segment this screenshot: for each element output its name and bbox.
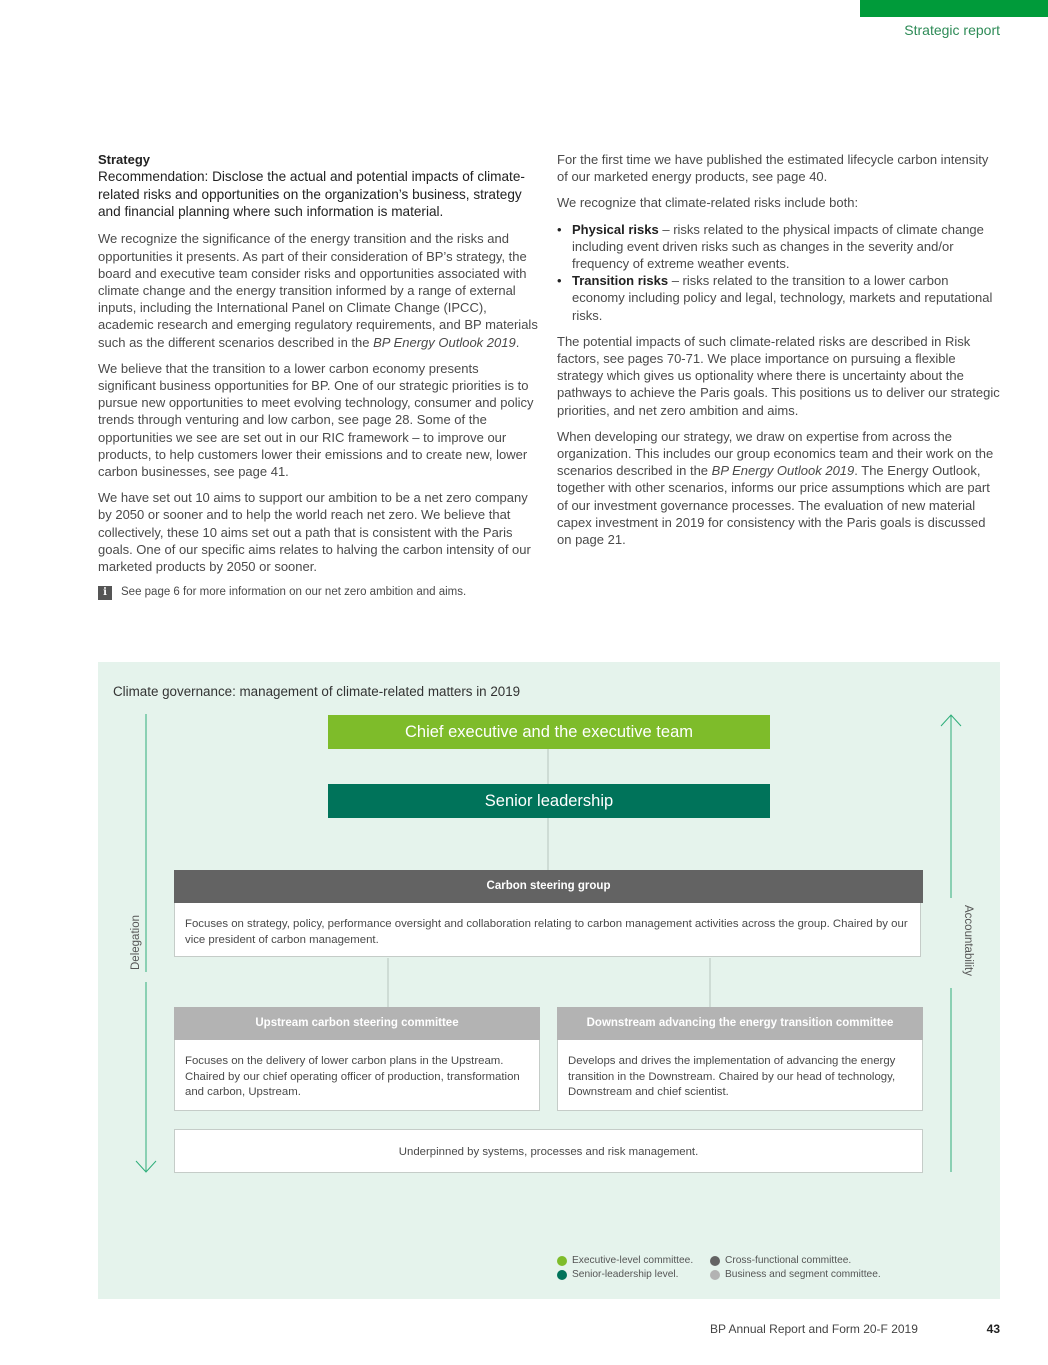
carbon-steering-group-body: Focuses on strategy, policy, performance oversight and collaboration relating to carbon management activities across the group. Chaired by our vice president of carbon management. — [174, 903, 921, 957]
info-note — [98, 584, 538, 601]
section-label: Strategic report — [904, 22, 1000, 38]
diagram-title: Climate governance: management of climate-related matters in 2019 — [113, 684, 521, 699]
senior-leadership-box: Senior leadership — [328, 784, 770, 818]
paragraph-aims: We have set out 10 aims to support our ambition to be a net zero company by 2050 or sooner and to help the world reach net zero. We believe that collectively, these 10 aims set out a path that is consistent with the Paris goals. One of our specific aims relates to halving the carbon intensity of our marketed products by 2050 or sooner. — [98, 490, 531, 575]
legend-business-segment: Business and segment committee. — [710, 1269, 881, 1280]
executive-team-box: Chief executive and the executive team — [328, 715, 770, 749]
page-number: 43 — [986, 1322, 1000, 1336]
risk-bullet-list — [557, 221, 1002, 324]
info-icon: i — [98, 586, 112, 600]
paragraph-lifecycle-carbon: For the first time we have published the estimated lifecycle carbon intensity of our marketed energy products, see page 40. — [557, 152, 989, 185]
delegation-label: Delegation — [130, 915, 142, 970]
legend-dot-icon — [557, 1256, 567, 1266]
carbon-steering-group-header: Carbon steering group — [174, 870, 923, 903]
paragraph-risks-intro: We recognize that climate-related risks include both: — [557, 195, 859, 211]
underpin-box: Underpinned by systems, processes and risk management. — [174, 1129, 923, 1173]
legend-dot-icon — [710, 1256, 720, 1266]
paragraph-opportunities: We believe that the transition to a lower carbon economy presents significant business opportunities for BP. One of our strategic priorities is to pursue new opportunities to meet evolving technology, consumer and policy trends through venturing and low carbon, see page 28. Some of the opportunities we see are set out in our RIC framework – to improve our products, to help customers lower their emissions and to create new, lower carbon businesses, see page 41. — [98, 360, 534, 480]
upstream-committee-header: Upstream carbon steering committee — [174, 1007, 540, 1040]
downstream-committee-body: Develops and drives the implementation of advancing the energy transition in the Downstream. Chaired by our head of technology, Downstream and chief scientist. — [557, 1040, 923, 1111]
brand-color-bar — [860, 0, 1048, 17]
accountability-label: Accountability — [962, 905, 974, 976]
bullet-transition-risks: • Transition risks – risks related to the transition to a lower carbon economy including policy and legal, technology, markets and reputational risks. — [557, 272, 1002, 324]
legend-executive-level: Executive-level committee. — [557, 1255, 693, 1266]
recommendation-text: Recommendation: Disclose the actual and potential impacts of climate-related risks and opportunities on the organization’s business, strategy and financial planning where such information is material. — [98, 169, 525, 220]
legend-dot-icon — [710, 1270, 720, 1280]
bullet-physical-risks: • Physical risks – risks related to the physical impacts of climate change including event driven risks such as changes in the severity and/or frequency of extreme weather events. — [557, 221, 1002, 273]
legend-dot-icon — [557, 1270, 567, 1280]
legend-cross-functional: Cross-functional committee. — [710, 1255, 851, 1266]
climate-governance-diagram — [98, 662, 1000, 1299]
left-column — [98, 151, 538, 601]
strategy-heading: Strategy — [98, 152, 151, 167]
diagram-connectors — [98, 662, 1000, 1299]
downstream-committee-header: Downstream advancing the energy transition committee — [557, 1007, 923, 1040]
footer-report-title: BP Annual Report and Form 20-F 2019 — [710, 1322, 918, 1336]
energy-outlook-reference-2: BP Energy Outlook 2019 — [711, 463, 855, 479]
paragraph-energy-transition: We recognize the significance of the energy transition and the risks and opportunities it presents. As part of their consideration of BP’s strategy, the board and executive team consider risks and opportunities associated with climate change and the energy transition informed by a range of external inputs, including the International Panel on Climate Change (IPCC), academic research and emerging regulatory requirements, and BP materials such as the different scenarios described in the BP Energy Outlook 2019. — [98, 231, 538, 350]
paragraph-strategy-development: When developing our strategy, we draw on expertise from across the organization. This includes our group economics team and their work on the scenarios described in the BP Energy Outlook 2019. The Energy Outlook, together with other scenarios, informs our price assumptions which are part of our investment governance processes. The evaluation of new material capex investment in 2019 for consistency with the Paris goals is discussed on page 21. — [557, 428, 994, 548]
paragraph-risk-impacts: The potential impacts of such climate-related risks are described in Risk factors, see pages 70-71. We place importance on pursuing a flexible strategy which gives us optionality where there is uncertainty about the pathways to achieve the Paris goals. This positions us to deliver our strategic priorities, and net zero ambition and aims. — [557, 333, 1000, 418]
energy-outlook-reference: BP Energy Outlook 2019 — [373, 334, 516, 350]
right-column — [557, 151, 1002, 557]
info-note-text: See page 6 for more information on our net zero ambition and aims. — [121, 586, 467, 599]
legend-senior-leadership: Senior-leadership level. — [557, 1269, 678, 1280]
upstream-committee-body: Focuses on the delivery of lower carbon plans in the Upstream. Chaired by our chief operating officer of production, transformation and carbon, Upstream. — [174, 1040, 540, 1111]
